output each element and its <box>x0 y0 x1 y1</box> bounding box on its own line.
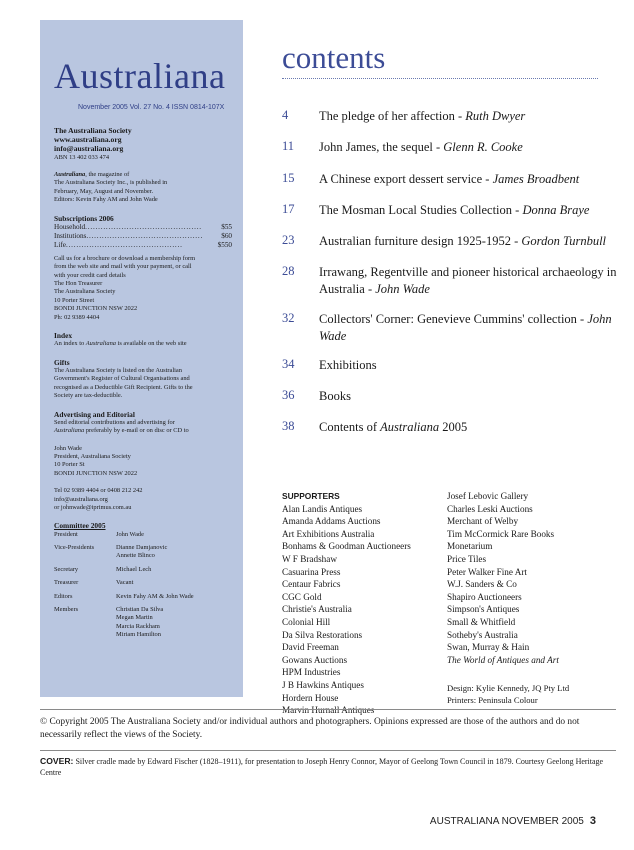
call-line: from the web site and mail with your payment, or call <box>54 263 192 271</box>
toc-title: Irrawang, Regentville and pioneer historical archaeology in Australia - <box>319 265 617 296</box>
contact-email[interactable]: or johnwade@iprimus.com.au <box>54 503 132 511</box>
supporter: J B Hawkins Antiques <box>282 679 364 690</box>
committee-role: Treasurer <box>54 579 79 587</box>
supporter: Tim McCormick Rare Books <box>447 528 555 539</box>
treasurer-address-line: The Australiana Society <box>54 288 116 296</box>
dot-leader <box>66 241 218 250</box>
gifts-line: Government's Register of Cultural Organisations and <box>54 375 190 383</box>
subscriptions-block <box>54 214 232 322</box>
toc-author: Glenn R. Cooke <box>443 140 523 154</box>
toc-page-number: 4 <box>282 108 289 122</box>
supporter: Colonial Hill <box>282 616 331 627</box>
committee-role: Vice-Presidents <box>54 544 95 551</box>
committee-row <box>54 593 232 601</box>
contents-heading: contents <box>282 40 386 75</box>
cover-text: Silver cradle made by Edward Fischer (1828–1911), for presentation to Joseph Henry Connor, Mayor of Geelong Town Council in 1879. Courtesy Geelong Heritage Centre <box>40 757 604 778</box>
committee-member: Vacant <box>116 579 134 587</box>
contact-line: John Wade <box>54 444 82 452</box>
contact-line: President, Australiana Society <box>54 452 131 460</box>
magazine-description <box>54 171 232 205</box>
committee-row <box>54 566 232 574</box>
call-line: with your credit card details <box>54 271 126 279</box>
treasurer-address-line: BONDI JUNCTION NSW 2022 <box>54 305 138 313</box>
issue-line: November 2005 Vol. 27 No. 4 ISSN 0814-107X <box>78 104 225 111</box>
supporter: HPM Industries <box>282 667 341 678</box>
contact-line: BONDI JUNCTION NSW 2022 <box>54 469 138 477</box>
index-text-italic: Australiana <box>85 340 116 348</box>
gifts-line: The Australiana Society is listed on the Australian <box>54 366 182 374</box>
treasurer-address-line: 10 Porter Street <box>54 296 95 304</box>
masthead-body <box>54 126 232 645</box>
supporter: Merchant of Welby <box>447 516 519 527</box>
toc-title: Contents of <box>319 420 381 434</box>
supporters-heading: SUPPORTERS <box>282 491 340 501</box>
contents-divider <box>282 78 598 79</box>
toc-author: Ruth Dwyer <box>465 109 526 123</box>
toc-author: Donna Braye <box>522 203 590 217</box>
committee-member: Marcia Rackham <box>116 622 160 630</box>
subscription-row <box>54 223 232 232</box>
committee-role: Members <box>54 606 79 614</box>
supporter: The World of Antiques and Art <box>447 654 559 665</box>
toc-page-number: 17 <box>282 202 295 216</box>
committee-member: Annette Blinco <box>116 552 155 560</box>
committee-row <box>54 579 232 587</box>
toc-author: John Wade <box>375 282 430 296</box>
page-folio <box>430 815 596 827</box>
gifts-block <box>54 358 232 401</box>
subscription-price: $60 <box>221 231 232 240</box>
committee-role: Editors <box>54 592 73 600</box>
magazine-desc-2: The Australiana Society Inc., is published in <box>54 179 168 187</box>
call-line: Call us for a brochure or download a membership form <box>54 254 196 262</box>
contact-email[interactable]: info@australiana.org <box>54 495 108 503</box>
gifts-heading: Gifts <box>54 357 70 367</box>
running-head: AUSTRALIANA NOVEMBER 2005 <box>429 816 584 827</box>
subscription-price: $550 <box>217 240 232 249</box>
copyright-divider <box>40 709 616 710</box>
supporter: Christie's Australia <box>282 604 352 615</box>
toc-page-number: 23 <box>282 233 295 247</box>
supporter: Casuarina Press <box>282 566 341 577</box>
subscriptions-heading: Subscriptions 2006 <box>54 213 114 223</box>
magazine-desc-3: February, May, August and November. <box>54 187 154 195</box>
toc-page-number: 38 <box>282 419 295 433</box>
supporter: Charles Leski Auctions <box>447 503 533 514</box>
toc-title: The Mosman Local Studies Collection - <box>319 203 523 217</box>
supporters-column-1 <box>282 490 442 717</box>
supporter: Da Silva Restorations <box>282 629 363 640</box>
supporter: Art Exhibitions Australia <box>282 528 375 539</box>
dot-leader <box>86 232 221 241</box>
production-credits <box>447 682 569 706</box>
gifts-line: recognised as a Deductible Gift Recipient. Gifts to the <box>54 383 193 391</box>
toc-title: A Chinese export dessert service - <box>319 172 493 186</box>
committee-row <box>54 606 232 640</box>
committee-member: Michael Lech <box>116 565 152 573</box>
supporter: Swan, Murray & Hain <box>447 642 530 653</box>
subscription-label: Household <box>54 222 86 231</box>
subscription-row <box>54 232 232 241</box>
cover-label: COVER: <box>40 756 74 766</box>
committee-member: Kevin Fahy AM & John Wade <box>116 592 194 600</box>
society-name: The Australiana Society <box>54 126 132 135</box>
dot-leader <box>85 223 221 232</box>
society-email[interactable]: info@australiana.org <box>54 144 124 154</box>
supporter: Hordern House <box>282 692 339 703</box>
subscription-label: Life <box>54 240 66 249</box>
committee-member: Dianne Damjanovic <box>116 544 168 551</box>
toc-page-number: 36 <box>282 388 295 402</box>
committee-row <box>54 544 232 561</box>
page-number: 3 <box>589 815 596 827</box>
toc-title: Collectors' Corner: Genevieve Cummins' collection - <box>319 312 588 326</box>
toc-author: James Broadbent <box>492 172 580 186</box>
cover-divider <box>40 750 616 751</box>
advertising-block <box>54 410 232 436</box>
supporter: Marvin Hurnall Antiques <box>282 705 375 716</box>
supporter: Josef Lebovic Gallery <box>447 491 529 501</box>
contact-line: 10 Porter St <box>54 461 85 469</box>
toc-title-tail: 2005 <box>439 420 468 434</box>
editors-line: Editors: Kevin Fahy AM and John Wade <box>54 196 158 204</box>
supporter: Peter Walker Fine Art <box>447 566 527 577</box>
contact-phone <box>54 487 232 512</box>
supporter: Amanda Addams Auctions <box>282 516 381 527</box>
treasurer-phone: Ph: 02 9389 4404 <box>54 313 100 321</box>
gifts-line: Society are tax-deductible. <box>54 392 123 400</box>
masthead-title: Australiana <box>54 56 226 96</box>
toc-page-number: 15 <box>282 171 295 185</box>
toc-author: John Wade <box>319 312 612 343</box>
supporter: Sotheby's Australia <box>447 629 518 640</box>
contact-phone-line: Tel 02 9389 4404 or 0408 212 242 <box>54 487 143 495</box>
cover-caption <box>40 756 616 779</box>
committee-member: Megan Martin <box>116 614 153 622</box>
advertising-italic: Australiana <box>54 427 85 435</box>
treasurer-address-line: The Hon Treasurer <box>54 280 103 288</box>
index-text: is available on the web site <box>115 340 187 348</box>
supporter: Centaur Fabrics <box>282 579 341 590</box>
supporter: W F Bradshaw <box>282 553 337 564</box>
toc-page-number: 34 <box>282 357 295 371</box>
supporter: Monetarium <box>447 541 493 552</box>
toc-title: Books <box>319 389 351 403</box>
toc-title-italic: Australiana <box>380 420 440 434</box>
masthead-panel <box>40 20 243 697</box>
magazine-desc-1: , the magazine of <box>85 171 130 179</box>
committee-heading: Committee 2005 <box>54 521 106 531</box>
supporter: Alan Landis Antiques <box>282 503 363 514</box>
supporter: David Freeman <box>282 642 339 653</box>
supporter: Bonhams & Goodman Auctioneers <box>282 541 411 552</box>
supporter: Small & Whitfield <box>447 616 516 627</box>
contact-address <box>54 445 232 479</box>
supporters-column-2 <box>447 490 607 666</box>
supporter: W.J. Sanders & Co <box>447 579 517 590</box>
society-block <box>54 126 232 162</box>
committee-member: John Wade <box>116 530 144 538</box>
committee-member: Christian Da Silva <box>116 606 164 614</box>
committee-member: Miriam Hamilton <box>116 631 161 639</box>
toc-title: Exhibitions <box>319 358 377 372</box>
index-block <box>54 331 232 349</box>
toc-author: Gordon Turnbull <box>521 234 607 248</box>
toc-title: John James, the sequel - <box>319 140 444 154</box>
subscription-price: $55 <box>221 222 232 231</box>
supporter: CGC Gold <box>282 591 322 602</box>
advertising-line: preferably by e-mail or on disc or CD to <box>84 427 189 435</box>
abn: ABN 13 402 033 474 <box>54 153 110 161</box>
design-credit: Design: Kylie Kennedy, JQ Pty Ltd <box>447 683 570 693</box>
toc-page-number: 32 <box>282 311 295 325</box>
advertising-heading: Advertising and Editorial <box>54 409 135 419</box>
copyright-notice: © Copyright 2005 The Australiana Society and/or individual authors and photographers. Opinions expressed are those of the authors and do not necessarily reflect the views of the Society. <box>40 717 580 740</box>
index-text: An index to <box>54 340 86 348</box>
toc-title: Australian furniture design 1925-1952 - <box>319 234 522 248</box>
supporter: Simpson's Antiques <box>447 604 520 615</box>
committee-role: Secretary <box>54 565 79 573</box>
advertising-line: Send editorial contributions and advertising for <box>54 418 175 426</box>
toc-title: The pledge of her affection - <box>319 109 466 123</box>
toc-page-number: 11 <box>282 139 295 153</box>
committee-block <box>54 521 232 639</box>
supporter: Price Tiles <box>447 553 487 564</box>
supporter: Gowans Auctions <box>282 654 348 665</box>
toc-page-number: 28 <box>282 264 295 278</box>
printer-credit: Printers: Peninsula Colour <box>447 695 538 706</box>
subscription-row <box>54 241 232 250</box>
committee-row <box>54 531 232 539</box>
society-website[interactable]: www.australiana.org <box>54 135 122 145</box>
subscription-label: Institutions <box>54 231 87 240</box>
committee-role: President <box>54 530 78 538</box>
supporter: Shapiro Auctioneers <box>447 591 522 602</box>
index-heading: Index <box>54 331 73 341</box>
magazine-name: Australiana <box>54 171 86 179</box>
